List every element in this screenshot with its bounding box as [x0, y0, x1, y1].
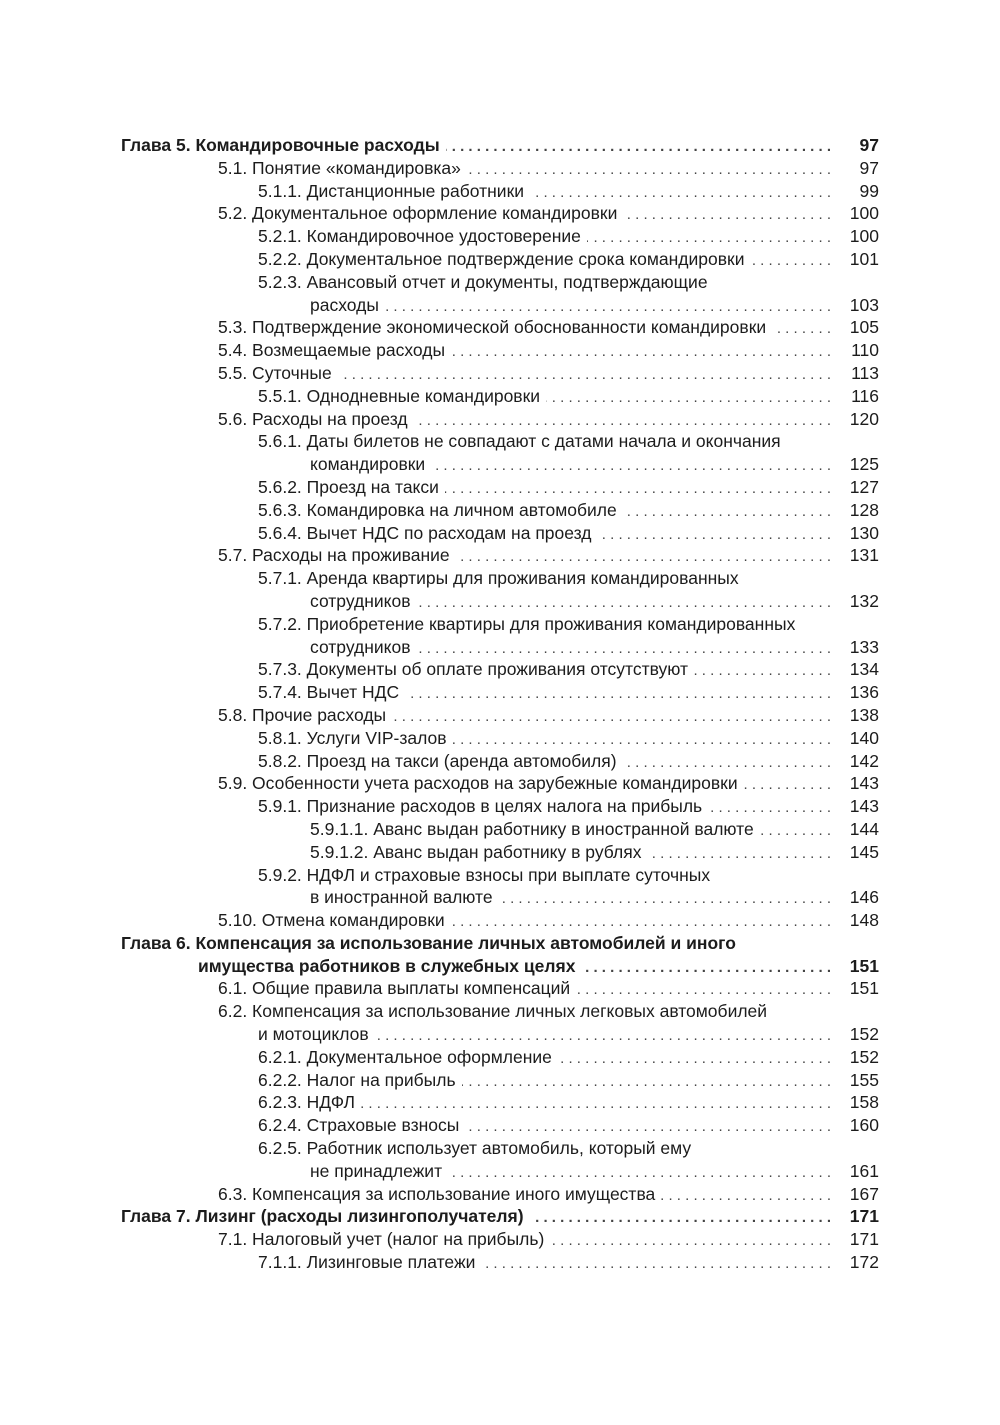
toc-page-number: 131: [849, 545, 879, 566]
toc-entry-title-line: 5.6.1. Даты билетов не совпадают с датами начала и окончания: [258, 431, 781, 452]
toc-entry[interactable]: [0, 750, 1000, 773]
toc-page-number: 125: [849, 454, 879, 475]
toc-entry-title-line: 5.2.1. Командировочное удостоверение: [258, 226, 581, 247]
dot-leader: [446, 136, 831, 159]
toc-page-number: 133: [849, 636, 879, 657]
toc-entry[interactable]: [0, 1091, 1000, 1114]
dot-leader: [465, 1116, 831, 1139]
toc-entry[interactable]: [0, 567, 1000, 613]
toc-page-number: 151: [849, 955, 879, 976]
toc-entry-title-line: 5.9.2. НДФЛ и страховые взносы при выплате суточных: [258, 864, 711, 885]
dot-leader: [375, 1025, 831, 1048]
toc-page-number: 144: [849, 818, 879, 839]
dot-leader: [414, 410, 831, 433]
toc-entry-title-line: 5.6.4. Вычет НДС по расходам на проезд: [258, 522, 592, 543]
toc-page-number: 151: [849, 978, 879, 999]
toc-page-number: 171: [849, 1206, 879, 1227]
toc-page-number: 130: [849, 522, 879, 543]
dot-leader: [530, 1207, 831, 1230]
toc-entry-title-line: Глава 5. Командировочные расходы: [121, 135, 440, 155]
toc-page-number: 128: [849, 499, 879, 520]
dot-leader: [456, 546, 831, 569]
toc-page-number: 99: [859, 180, 879, 201]
dot-leader: [550, 1230, 831, 1253]
toc-entry[interactable]: [0, 909, 1000, 932]
toc-entry[interactable]: [0, 134, 1000, 157]
toc-entry-title-line: Глава 6. Компенсация за использование личных автомобилей и иного: [121, 932, 736, 953]
dot-leader: [417, 592, 831, 615]
toc-entry-title-line: не принадлежит: [310, 1160, 443, 1181]
toc-entry[interactable]: [0, 1137, 1000, 1183]
dot-leader: [581, 957, 831, 980]
dot-leader: [661, 1185, 831, 1208]
toc-entry-title-line: 5.6. Расходы на проезд: [218, 408, 408, 429]
dot-leader: [392, 706, 831, 729]
toc-page-number: 97: [859, 135, 879, 155]
toc-page-number: 148: [849, 910, 879, 931]
toc-entry[interactable]: [0, 476, 1000, 499]
toc-entry-title-line: сотрудников: [310, 590, 411, 611]
dot-leader: [750, 250, 831, 273]
toc-entry-title-line: 5.3. Подтверждение экономической обоснованности командировки: [218, 317, 767, 338]
toc-entry-title-line: 5.7.2. Приобретение квартиры для проживания командированных: [258, 613, 796, 634]
toc-entry-title-line: 7.1. Налоговый учет (налог на прибыль): [218, 1229, 545, 1250]
dot-leader: [338, 364, 831, 387]
toc-page-number: 127: [849, 476, 879, 497]
dot-leader: [708, 797, 831, 820]
toc-entry[interactable]: [0, 658, 1000, 681]
toc-page-number: 171: [849, 1229, 879, 1250]
toc-page-number: 136: [849, 682, 879, 703]
toc-entry-title-line: сотрудников: [310, 636, 411, 657]
toc-entry-title-line: расходы: [310, 294, 379, 315]
toc-entry-title-line: 5.9.1. Признание расходов в целях налога на прибыль: [258, 796, 703, 817]
toc-entry-title-line: 5.7.1. Аренда квартиры для проживания командированных: [258, 568, 739, 589]
toc-entry-title-line: 5.4. Возмещаемые расходы: [218, 340, 446, 361]
toc-entry[interactable]: [0, 1114, 1000, 1137]
dot-leader: [597, 524, 831, 547]
toc-entry[interactable]: [0, 385, 1000, 408]
toc-entry[interactable]: [0, 157, 1000, 180]
dot-leader: [405, 683, 831, 706]
toc-entry-title-line: 5.1.1. Дистанционные работники: [258, 180, 524, 201]
toc-entry-title-line: 6.2.5. Работник использует автомобиль, который ему: [258, 1138, 692, 1159]
toc-entry-title-line: 5.8.1. Услуги VIP-залов: [258, 727, 447, 748]
toc-entry[interactable]: [0, 430, 1000, 476]
toc-page-number: 140: [849, 727, 879, 748]
toc-entry-title-line: 5.1. Понятие «командировка»: [218, 157, 461, 178]
dot-leader: [530, 182, 831, 205]
toc-entry[interactable]: [0, 1205, 1000, 1228]
toc-entry-title-line: 5.9. Особенности учета расходов на зарубежные командировки: [218, 773, 738, 794]
toc-entry[interactable]: [0, 362, 1000, 385]
dot-leader: [623, 501, 831, 524]
dot-leader: [453, 729, 831, 752]
dot-leader: [576, 979, 831, 1002]
dot-leader: [744, 774, 831, 797]
toc-entry[interactable]: [0, 1046, 1000, 1069]
toc-page-number: 158: [849, 1092, 879, 1113]
toc-page-number: 172: [849, 1252, 879, 1273]
toc-page-number: 138: [849, 704, 879, 725]
toc-entry-title-line: 5.8.2. Проезд на такси (аренда автомобиля): [258, 750, 617, 771]
toc-entry-title-line: в иностранной валюте: [310, 887, 493, 908]
dot-leader: [499, 888, 831, 911]
dot-leader: [462, 1071, 831, 1094]
toc-entry-title-line: 5.9.1.1. Аванс выдан работнику в иностранной валюте: [310, 818, 754, 839]
toc-entry-title-line: 5.5.1. Однодневные командировки: [258, 385, 541, 406]
toc-entry-title-line: 5.8. Прочие расходы: [218, 704, 387, 725]
dot-leader: [481, 1253, 831, 1276]
toc-page-number: 152: [849, 1024, 879, 1045]
toc-entry[interactable]: [0, 339, 1000, 362]
dot-leader: [546, 387, 831, 410]
toc-entry-title-line: и мотоциклов: [258, 1024, 369, 1045]
toc-entry[interactable]: [0, 1183, 1000, 1206]
toc-page-number: 142: [849, 750, 879, 771]
dot-leader: [431, 455, 831, 478]
toc-entry-title-line: 7.1.1. Лизинговые платежи: [258, 1252, 476, 1273]
toc-page-number: 103: [849, 294, 879, 315]
toc-entry-title-line: Глава 7. Лизинг (расходы лизингополучателя): [121, 1206, 524, 1227]
toc-entry[interactable]: [0, 681, 1000, 704]
toc-entry[interactable]: [0, 727, 1000, 750]
dot-leader: [448, 1162, 831, 1185]
dot-leader: [385, 296, 831, 319]
toc-entry[interactable]: [0, 704, 1000, 727]
dot-leader: [587, 227, 831, 250]
toc-page-number: 101: [849, 248, 879, 269]
toc-entry-title-line: 5.6.3. Командировка на личном автомобиле: [258, 499, 617, 520]
toc-entry[interactable]: [0, 271, 1000, 317]
toc-entry-title-line: командировки: [310, 454, 426, 475]
toc-entry-title-line: 5.2.3. Авансовый отчет и документы, подтверждающие: [258, 271, 708, 292]
toc-entry[interactable]: [0, 795, 1000, 818]
dot-leader: [467, 159, 831, 182]
toc-entry-title-line: 5.9.1.2. Аванс выдан работнику в рублях: [310, 841, 642, 862]
toc-entry-title-line: 5.6.2. Проезд на такси: [258, 476, 439, 497]
toc-entry[interactable]: [0, 316, 1000, 339]
toc-entry[interactable]: [0, 408, 1000, 431]
toc-entry[interactable]: [0, 818, 1000, 841]
toc-entry[interactable]: [0, 1069, 1000, 1092]
toc-page-number: 116: [851, 385, 879, 406]
toc-entry[interactable]: [0, 613, 1000, 659]
toc-entry[interactable]: [0, 522, 1000, 545]
toc-entry[interactable]: [0, 977, 1000, 1000]
toc-entry[interactable]: [0, 544, 1000, 567]
toc-page-number: 143: [849, 796, 879, 817]
dot-leader: [451, 911, 831, 934]
toc-page-number: 160: [849, 1115, 879, 1136]
toc-entry[interactable]: [0, 841, 1000, 864]
toc-page-number: 132: [849, 590, 879, 611]
toc-entry[interactable]: [0, 1228, 1000, 1251]
dot-leader: [694, 660, 831, 683]
toc-entry-title-line: 5.7. Расходы на проживание: [218, 545, 450, 566]
dot-leader: [361, 1093, 831, 1116]
toc-page-number: 152: [849, 1046, 879, 1067]
toc-page-number: 167: [849, 1183, 879, 1204]
dot-leader: [760, 820, 831, 843]
toc-entry[interactable]: [0, 202, 1000, 225]
toc-entry-title-line: 5.10. Отмена командировки: [218, 910, 445, 931]
toc-page-number: 105: [849, 317, 879, 338]
toc-entry-title-line: 5.7.4. Вычет НДС: [258, 682, 400, 703]
toc-page-number: 145: [849, 841, 879, 862]
dot-leader: [623, 204, 831, 227]
toc-entry[interactable]: [0, 864, 1000, 910]
toc-page-number: 146: [849, 887, 879, 908]
toc-page-number: 134: [849, 659, 879, 680]
toc-page-number: 161: [849, 1160, 879, 1181]
toc-entry-title-line: 6.2.4. Страховые взносы: [258, 1115, 460, 1136]
toc-page-number: 120: [849, 408, 879, 429]
toc-entry[interactable]: [0, 248, 1000, 271]
toc-entry-title-line: 6.2.2. Налог на прибыль: [258, 1069, 456, 1090]
dot-leader: [623, 752, 831, 775]
toc-page-number: 100: [849, 226, 879, 247]
toc-entry[interactable]: [0, 180, 1000, 203]
toc-entry[interactable]: [0, 225, 1000, 248]
dot-leader: [558, 1048, 831, 1071]
toc-entry-title-line: 5.2. Документальное оформление командировки: [218, 203, 618, 224]
toc-entry-title-line: 6.1. Общие правила выплаты компенсаций: [218, 978, 571, 999]
toc-page-number: 143: [849, 773, 879, 794]
dot-leader: [772, 318, 831, 341]
toc-entry-title-line: имущества работников в служебных целях: [198, 955, 576, 976]
toc-page-number: 110: [851, 340, 879, 361]
toc-entry[interactable]: [0, 932, 1000, 978]
table-of-contents: [0, 134, 1000, 1274]
toc-entry[interactable]: [0, 1251, 1000, 1274]
toc-page-number: 155: [849, 1069, 879, 1090]
toc-entry-title-line: 6.2.1. Документальное оформление: [258, 1046, 552, 1067]
toc-entry-title-line: 5.7.3. Документы об оплате проживания отсутствуют: [258, 659, 689, 680]
dot-leader: [451, 341, 831, 364]
toc-entry-title-line: 5.5. Суточные: [218, 362, 332, 383]
toc-entry-title-line: 6.2.3. НДФЛ: [258, 1092, 355, 1113]
toc-entry-title-line: 5.2.2. Документальное подтверждение срока командировки: [258, 248, 745, 269]
toc-page-number: 113: [851, 362, 879, 383]
toc-entry-title-line: 6.3. Компенсация за использование иного имущества: [218, 1183, 656, 1204]
toc-entry[interactable]: [0, 499, 1000, 522]
toc-page-number: 97: [859, 157, 879, 178]
toc-entry[interactable]: [0, 772, 1000, 795]
toc-entry-title-line: 6.2. Компенсация за использование личных легковых автомобилей: [218, 1001, 768, 1022]
dot-leader: [417, 638, 831, 661]
dot-leader: [445, 478, 831, 501]
toc-page-number: 100: [849, 203, 879, 224]
dot-leader: [647, 843, 831, 866]
toc-entry[interactable]: [0, 1000, 1000, 1046]
